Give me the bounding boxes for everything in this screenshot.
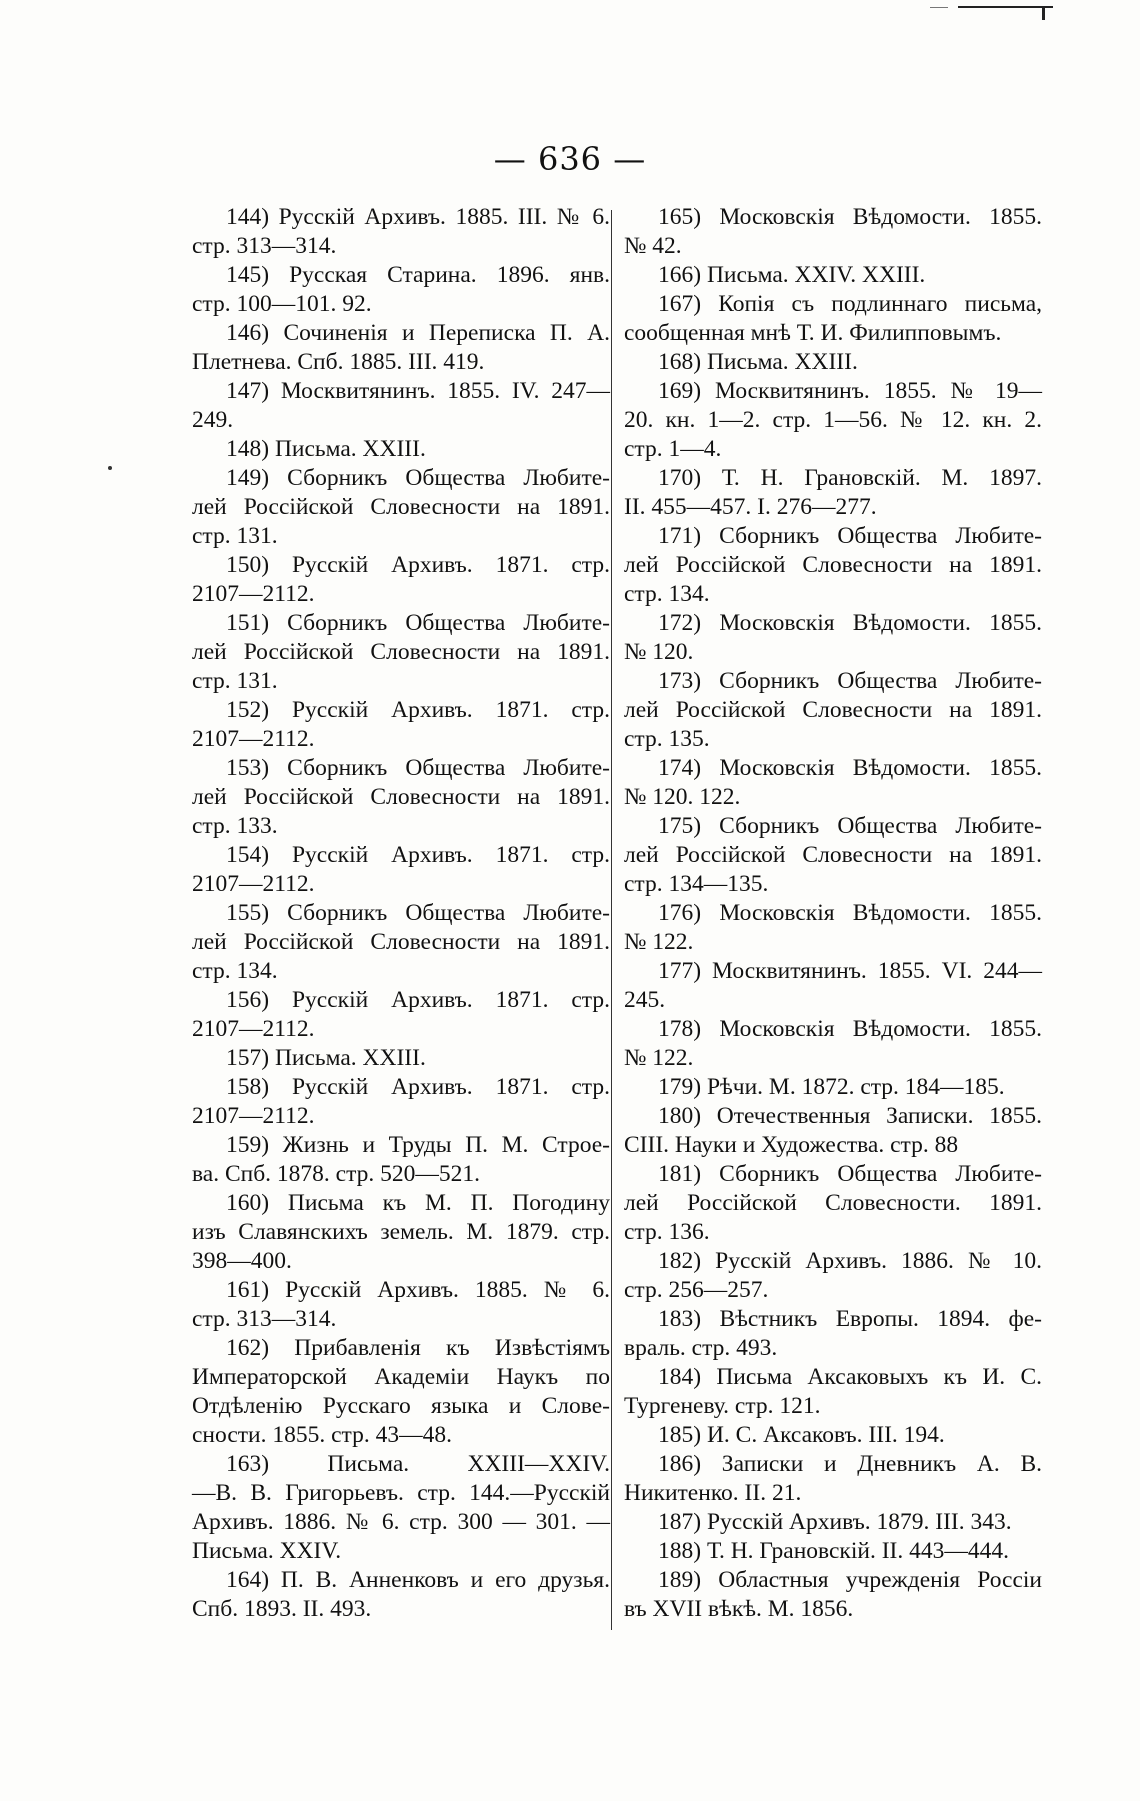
right-column	[624, 203, 1042, 1624]
reference-line: 155) Сборникъ Общества Любите-	[226, 900, 610, 926]
reference-entry	[192, 1276, 610, 1334]
reference-line: Архивъ. 1886. № 6. стр. 300 — 301. —	[192, 1509, 610, 1535]
reference-line: Спб. 1893. II. 493.	[192, 1596, 372, 1622]
reference-line: 159) Жизнь и Труды П. М. Строе-	[226, 1132, 610, 1158]
reference-entry	[624, 1450, 1042, 1508]
reference-entry	[192, 1073, 610, 1131]
reference-line: 165) Московскія Вѣдомости. 1855.	[658, 204, 1042, 230]
reference-entry	[192, 1566, 610, 1624]
reference-entry	[192, 841, 610, 899]
reference-line: 161) Русскій Архивъ. 1885. № 6.	[226, 1277, 610, 1303]
reference-entry	[624, 812, 1042, 899]
reference-entry	[624, 1363, 1042, 1421]
reference-line: въ XVII вѣкѣ. М. 1856.	[624, 1596, 854, 1622]
reference-line: стр. 134.	[192, 958, 278, 984]
reference-entry	[624, 1508, 1042, 1537]
reference-line: 180) Отечественныя Записки. 1855.	[658, 1103, 1042, 1129]
reference-entry	[624, 1102, 1042, 1160]
reference-line: стр. 256—257.	[624, 1277, 769, 1303]
reference-line: 154) Русскій Архивъ. 1871. стр.	[226, 842, 610, 868]
reference-line: 179) Рѣчи. М. 1872. стр. 184—185.	[658, 1074, 1005, 1100]
reference-line: лей Россійской Словесности на 1891.	[192, 929, 610, 955]
reference-line: сности. 1855. стр. 43—48.	[192, 1422, 452, 1448]
reference-line: стр. 134—135.	[624, 871, 769, 897]
reference-line: 153) Сборникъ Общества Любите-	[226, 755, 610, 781]
reference-entry	[192, 435, 610, 464]
reference-entry	[624, 667, 1042, 754]
reference-entry	[192, 464, 610, 551]
reference-entry	[192, 986, 610, 1044]
reference-line: 2107—2112.	[192, 871, 315, 897]
top-edge-rule	[958, 6, 1053, 8]
reference-entry	[624, 290, 1042, 348]
reference-line: 181) Сборникъ Общества Любите-	[658, 1161, 1042, 1187]
reference-line: 148) Письма. XXIII.	[226, 436, 426, 462]
reference-line: стр. 134.	[624, 581, 710, 607]
reference-line: 164) П. В. Анненковъ и его друзья.	[226, 1567, 610, 1593]
reference-entry	[192, 1044, 610, 1073]
reference-entry	[624, 1566, 1042, 1624]
reference-line: 166) Письма. XXIV. XXIII.	[658, 262, 926, 288]
reference-line: № 122.	[624, 929, 694, 955]
reference-entry	[624, 464, 1042, 522]
reference-line: 188) Т. Н. Грановскій. II. 443—444.	[658, 1538, 1009, 1564]
reference-line: 174) Московскія Вѣдомости. 1855.	[658, 755, 1042, 781]
reference-line: 171) Сборникъ Общества Любите-	[658, 523, 1042, 549]
reference-line: стр. 136.	[624, 1219, 710, 1245]
reference-entry	[624, 1073, 1042, 1102]
reference-entry	[192, 203, 610, 261]
reference-line: —В. В. Григорьевъ. стр. 144.—Русскій	[192, 1480, 610, 1506]
reference-line: 173) Сборникъ Общества Любите-	[658, 668, 1042, 694]
reference-line: CIII. Науки и Художества. стр. 88	[624, 1132, 959, 1158]
reference-line: лей Россійской Словесности. 1891.	[624, 1190, 1042, 1216]
reference-entry	[192, 1334, 610, 1450]
reference-entry	[192, 899, 610, 986]
reference-line: 150) Русскій Архивъ. 1871. стр.	[226, 552, 610, 578]
reference-line: 2107—2112.	[192, 1103, 315, 1129]
reference-line: 163) Письма. XXIII—XXIV.	[226, 1451, 610, 1477]
reference-line: 144) Русскій Архивъ. 1885. III. № 6.	[226, 204, 610, 230]
reference-line: 177) Москвитянинъ. 1855. VI. 244—	[658, 958, 1042, 984]
reference-line: лей Россійской Словесности на 1891.	[192, 494, 610, 520]
reference-entry	[192, 261, 610, 319]
reference-line: 185) И. С. Аксаковъ. III. 194.	[658, 1422, 945, 1448]
reference-line: 182) Русскій Архивъ. 1886. № 10.	[658, 1248, 1042, 1274]
reference-line: 145) Русская Старина. 1896. янв.	[226, 262, 610, 288]
reference-line: стр. 313—314.	[192, 1306, 337, 1332]
reference-line: стр. 1—4.	[624, 436, 722, 462]
reference-line: II. 455—457. I. 276—277.	[624, 494, 877, 520]
reference-line: лей Россійской Словесности на 1891.	[192, 784, 610, 810]
reference-entry	[624, 1015, 1042, 1073]
reference-line: 149) Сборникъ Общества Любите-	[226, 465, 610, 491]
reference-line: 158) Русскій Архивъ. 1871. стр.	[226, 1074, 610, 1100]
column-divider	[611, 210, 612, 1630]
reference-entry	[192, 1450, 610, 1566]
reference-line: стр. 135.	[624, 726, 710, 752]
top-edge-mark	[930, 7, 948, 8]
reference-line: 175) Сборникъ Общества Любите-	[658, 813, 1042, 839]
reference-line: 186) Записки и Дневникъ А. В.	[658, 1451, 1042, 1477]
reference-entry	[192, 696, 610, 754]
reference-entry	[624, 609, 1042, 667]
reference-entry	[624, 1305, 1042, 1363]
reference-line: Плетнева. Спб. 1885. III. 419.	[192, 349, 485, 375]
reference-line: 156) Русскій Архивъ. 1871. стр.	[226, 987, 610, 1013]
left-column	[192, 203, 610, 1624]
reference-line: 187) Русскій Архивъ. 1879. III. 343.	[658, 1509, 1012, 1535]
reference-entry	[192, 377, 610, 435]
reference-entry	[624, 522, 1042, 609]
reference-line: 151) Сборникъ Общества Любите-	[226, 610, 610, 636]
reference-line: 146) Сочиненія и Переписка П. А.	[226, 320, 610, 346]
reference-line: 2107—2112.	[192, 726, 315, 752]
reference-line: Никитенко. II. 21.	[624, 1480, 802, 1506]
reference-line: 20. кн. 1—2. стр. 1—56. № 12. кн. 2.	[624, 407, 1042, 433]
reference-line: 245.	[624, 987, 666, 1013]
reference-line: лей Россійской Словесности на 1891.	[192, 639, 610, 665]
reference-line: 2107—2112.	[192, 581, 315, 607]
reference-line: 249.	[192, 407, 234, 433]
reference-entry	[624, 1160, 1042, 1247]
reference-entry	[624, 754, 1042, 812]
reference-line: лей Россійской Словесности на 1891.	[624, 552, 1042, 578]
reference-line: 398—400.	[192, 1248, 292, 1274]
reference-entry	[624, 377, 1042, 464]
reference-entry	[192, 1131, 610, 1189]
reference-entry	[624, 1247, 1042, 1305]
reference-line: 162) Прибавленія къ Извѣстіямъ	[226, 1335, 610, 1361]
reference-line: Тургеневу. стр. 121.	[624, 1393, 821, 1419]
reference-line: 147) Москвитянинъ. 1855. IV. 247—	[226, 378, 610, 404]
reference-line: стр. 100—101. 92.	[192, 291, 372, 317]
reference-line: 183) Вѣстникъ Европы. 1894. фе-	[658, 1306, 1042, 1332]
reference-line: стр. 131.	[192, 523, 278, 549]
reference-entry	[192, 551, 610, 609]
reference-line: стр. 133.	[192, 813, 278, 839]
reference-line: стр. 131.	[192, 668, 278, 694]
margin-speck	[108, 466, 112, 470]
reference-line: Письма. XXIV.	[192, 1538, 342, 1564]
reference-line: Отдѣленію Русскаго языка и Слове-	[192, 1393, 610, 1419]
reference-line: № 122.	[624, 1045, 694, 1071]
reference-line: 172) Московскія Вѣдомости. 1855.	[658, 610, 1042, 636]
reference-entry	[624, 203, 1042, 261]
reference-line: 152) Русскій Архивъ. 1871. стр.	[226, 697, 610, 723]
page-number: — 636 —	[493, 140, 647, 178]
reference-line: 157) Письма. XXIII.	[226, 1045, 426, 1071]
reference-entry	[624, 1537, 1042, 1566]
reference-line: лей Россійской Словесности на 1891.	[624, 842, 1042, 868]
reference-line: 178) Московскія Вѣдомости. 1855.	[658, 1016, 1042, 1042]
reference-line: 184) Письма Аксаковыхъ къ И. С.	[658, 1364, 1042, 1390]
reference-line: № 42.	[624, 233, 682, 259]
reference-entry	[192, 319, 610, 377]
reference-line: № 120.	[624, 639, 694, 665]
reference-line: № 120. 122.	[624, 784, 741, 810]
reference-line: 169) Москвитянинъ. 1855. № 19—	[658, 378, 1042, 404]
reference-line: Императорской Академіи Наукъ по	[192, 1364, 610, 1390]
reference-line: 168) Письма. XXIII.	[658, 349, 858, 375]
reference-line: 170) Т. Н. Грановскій. М. 1897.	[658, 465, 1042, 491]
reference-line: ва. Спб. 1878. стр. 520—521.	[192, 1161, 481, 1187]
reference-line: 2107—2112.	[192, 1016, 315, 1042]
reference-entry	[192, 609, 610, 696]
reference-line: 189) Областныя учрежденія Россіи	[658, 1567, 1042, 1593]
reference-entry	[624, 957, 1042, 1015]
reference-line: 176) Московскія Вѣдомости. 1855.	[658, 900, 1042, 926]
reference-entry	[192, 754, 610, 841]
reference-line: лей Россійской Словесности на 1891.	[624, 697, 1042, 723]
reference-line: враль. стр. 493.	[624, 1335, 778, 1361]
reference-entry	[624, 348, 1042, 377]
reference-line: стр. 313—314.	[192, 233, 337, 259]
reference-entry	[624, 1421, 1042, 1450]
reference-entry	[192, 1189, 610, 1276]
reference-line: 160) Письма къ М. П. Погодину	[226, 1190, 610, 1216]
top-edge-tick	[1042, 8, 1045, 20]
reference-line: сообщенная мнѣ Т. И. Филипповымъ.	[624, 320, 1002, 346]
reference-entry	[624, 899, 1042, 957]
reference-entry	[624, 261, 1042, 290]
reference-line: 167) Копія съ подлиннаго письма,	[658, 291, 1042, 317]
reference-line: изъ Славянскихъ земель. М. 1879. стр.	[192, 1219, 610, 1245]
